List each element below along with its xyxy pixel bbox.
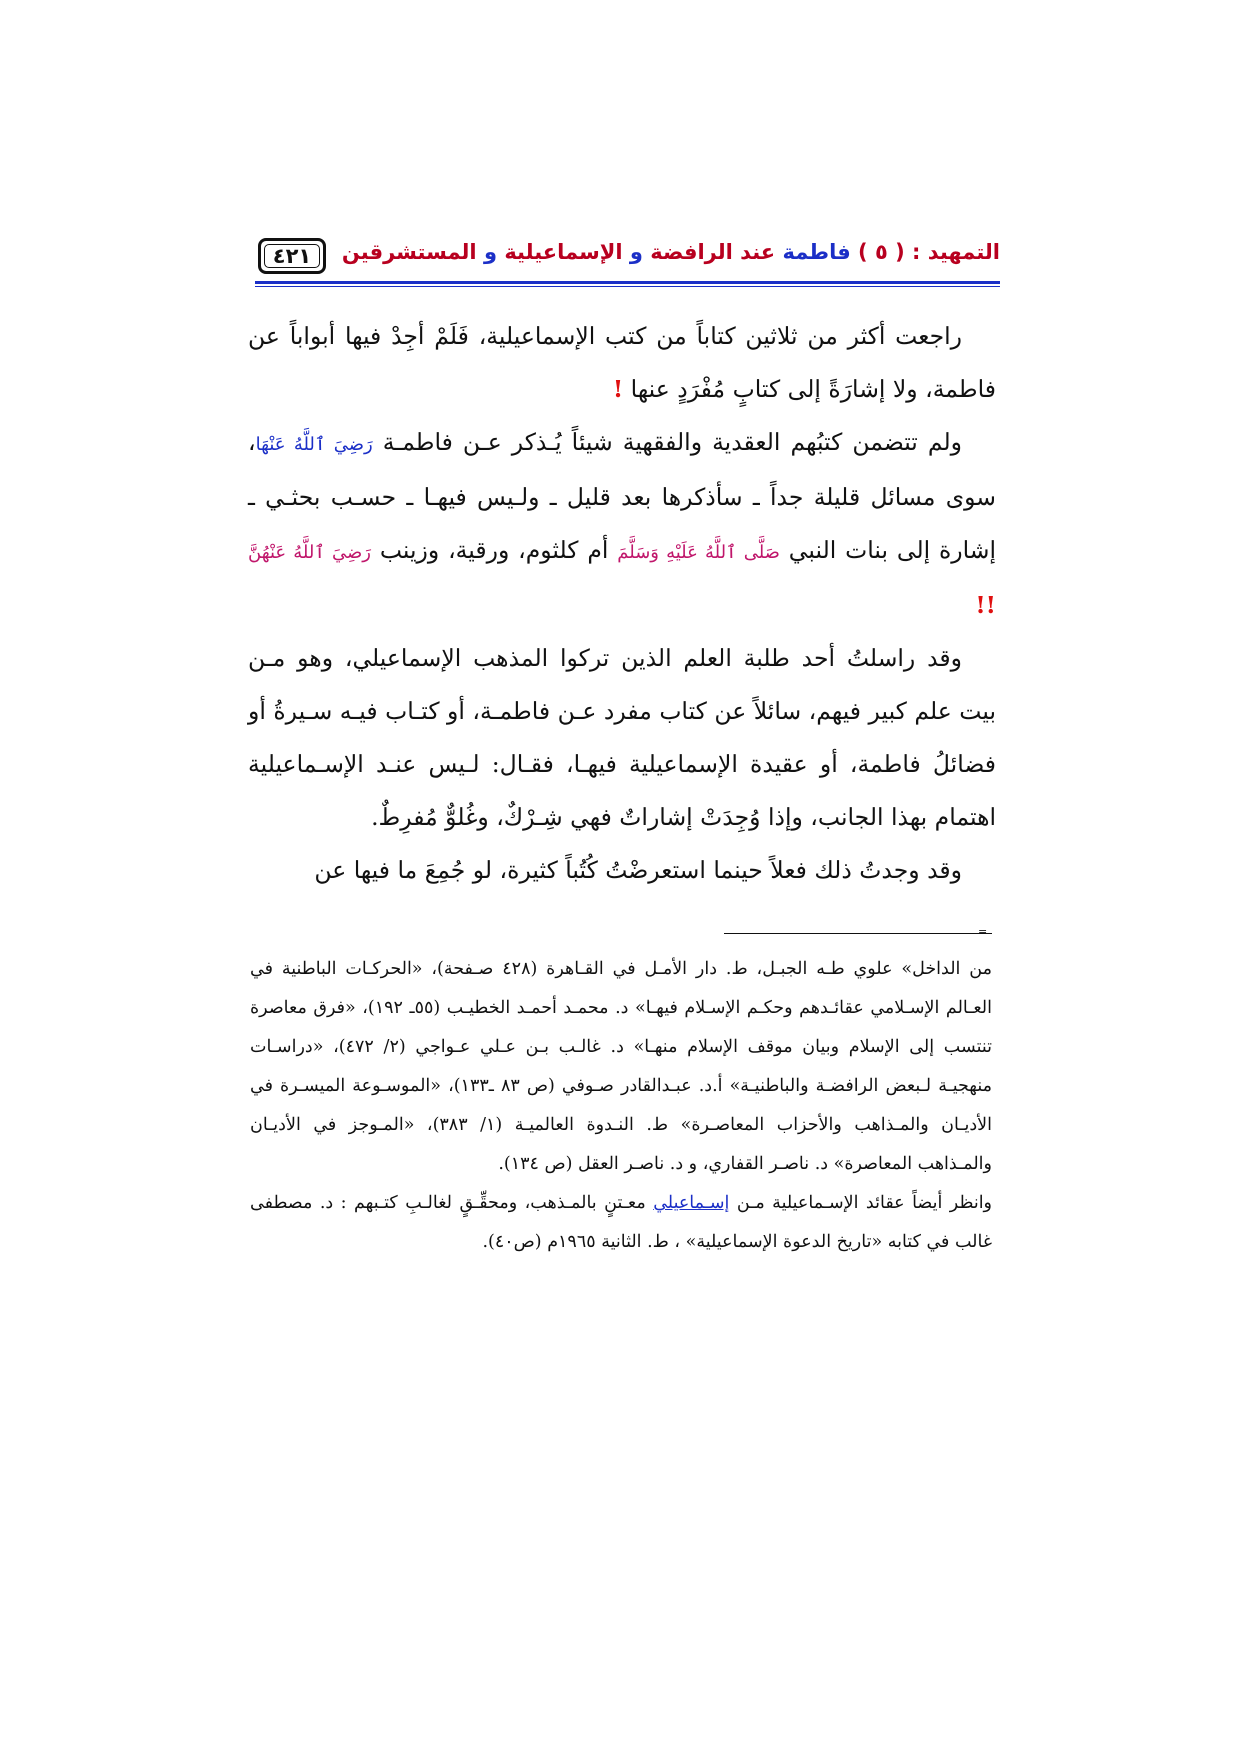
honorific-salla-allah: صَلَّى ٱللَّهُ عَلَيْهِ وَسَلَّمَ [617,542,780,563]
running-header [255,236,1000,280]
header-title: التمهيد : ( ٥ ) فاطمة عند الرافضة و الإسماعيلية و المستشرقين [341,240,1000,264]
exclamation-mark: ! [612,375,624,403]
double-exclamation: !! [975,591,996,619]
paragraph-2: ولم تتضمن كتبُهم العقدية والفقهية شيئاً يُـذكر عـن فاطمـة رَضِيَ ٱللَّهُ عَنْهَا، سوى مسائل قليلة جداً ـ سأذكرها بعد قليل ـ ولـيس فيهـا ـ حسـب بحثـي ـ إشارة إلى بنات النبي صَلَّى ٱللَّهُ عَلَيْهِ وَسَلَّمَ أم كلثوم، ورقية، وزينب رَضِيَ ٱللَّهُ عَنْهُنَّ !! [248,428,997,619]
ismaili-link[interactable]: إسـماعيلي [653,1193,730,1213]
footnote-separator [724,933,992,934]
page-number: ٤٢١ [272,244,312,268]
paragraph-3: وقد راسلتُ أحد طلبة العلم الذين تركوا المذهب الإسماعيلي، وهو مـن بيت علم كبير فيهم، سائلاً عن كتاب مفرد عـن فاطمـة، أو كتـاب فيـه سـيرةُ أو فضائلُ فاطمة، أو عقيدة الإسماعيلية فيهـا، فقـال: لـيس عنـد الإسـماعيلية اهتمام بهذا الجانب، وإذا وُجِدَتْ إشاراتٌ فهي شِـرْكٌ، وغُلوٌّ مُفرِطٌ. [248,644,996,831]
header-rule-thick [255,281,1000,284]
footnote-paragraph-2: وانظر أيضاً عقائد الإسـماعيلية مـن إسـماعيلي معـتنٍ بالمـذهب، ومحقِّـقٍ لغالـبِ كتـبهم : د. مصطفى غالب في كتابه «تاريخ الدعوة الإسماعيلية» ، ط. الثانية ١٩٦٥م (ص٤٠). [250,1193,993,1252]
page-number-box [258,238,326,274]
header-rule-thin [255,286,1000,287]
footnote-text [250,950,992,1262]
main-text [248,310,996,897]
paragraph-1: راجعت أكثر من ثلاثين كتاباً من كتب الإسماعيلية، فَلَمْ أجِدْ فيها أبواباً عن فاطمة، ولا إشارَةً إلى كتابٍ مُفْرَدٍ عنها ! [248,322,996,403]
footnote-paragraph-1: من الداخل» علوي طـه الجبـل، ط. دار الأمـل في القـاهرة (٤٢٨ صـفحة)، «الحركـات الباطنية في العـالم الإسـلامي عقائـدهم وحكـم الإسـلام فيهـا» د. محمـد أحمـد الخطيـب (٥٥ـ ١٩٢)، «فرق معاصرة تنتسب إلى الإسلام وبيان موقف الإسلام منهـا» د. غالـب بـن عـلي عـواجي (٢/ ٤٧٢)، «دراسـات منهجيـة لـبعض الرافضـة والباطنيـة» أ.د. عبـدالقادر صـوفي (ص ٨٣ ـ١٣٣)، «الموسـوعة الميسـرة في الأديـان والمـذاهب والأحزاب المعاصـرة» ط. النـدوة العالميـة (١/ ٣٨٣)، «المـوجز في الأديـان والمـذاهب المعاصرة» د. ناصـر القفاري، و د. ناصـر العقل (ص ١٣٤). [250,959,992,1174]
honorific-radiya-anhunna: رَضِيَ ٱللَّهُ عَنْهُنَّ [248,542,371,563]
honorific-radiya-anha: رَضِيَ ٱللَّهُ عَنْهَا [255,434,373,455]
paragraph-4: وقد وجدتُ ذلك فعلاً حينما استعرضْتُ كُتُباً كثيرة، لو جُمِعَ ما فيها عن [314,856,962,884]
footnote-continuation-mark: = [978,925,988,938]
